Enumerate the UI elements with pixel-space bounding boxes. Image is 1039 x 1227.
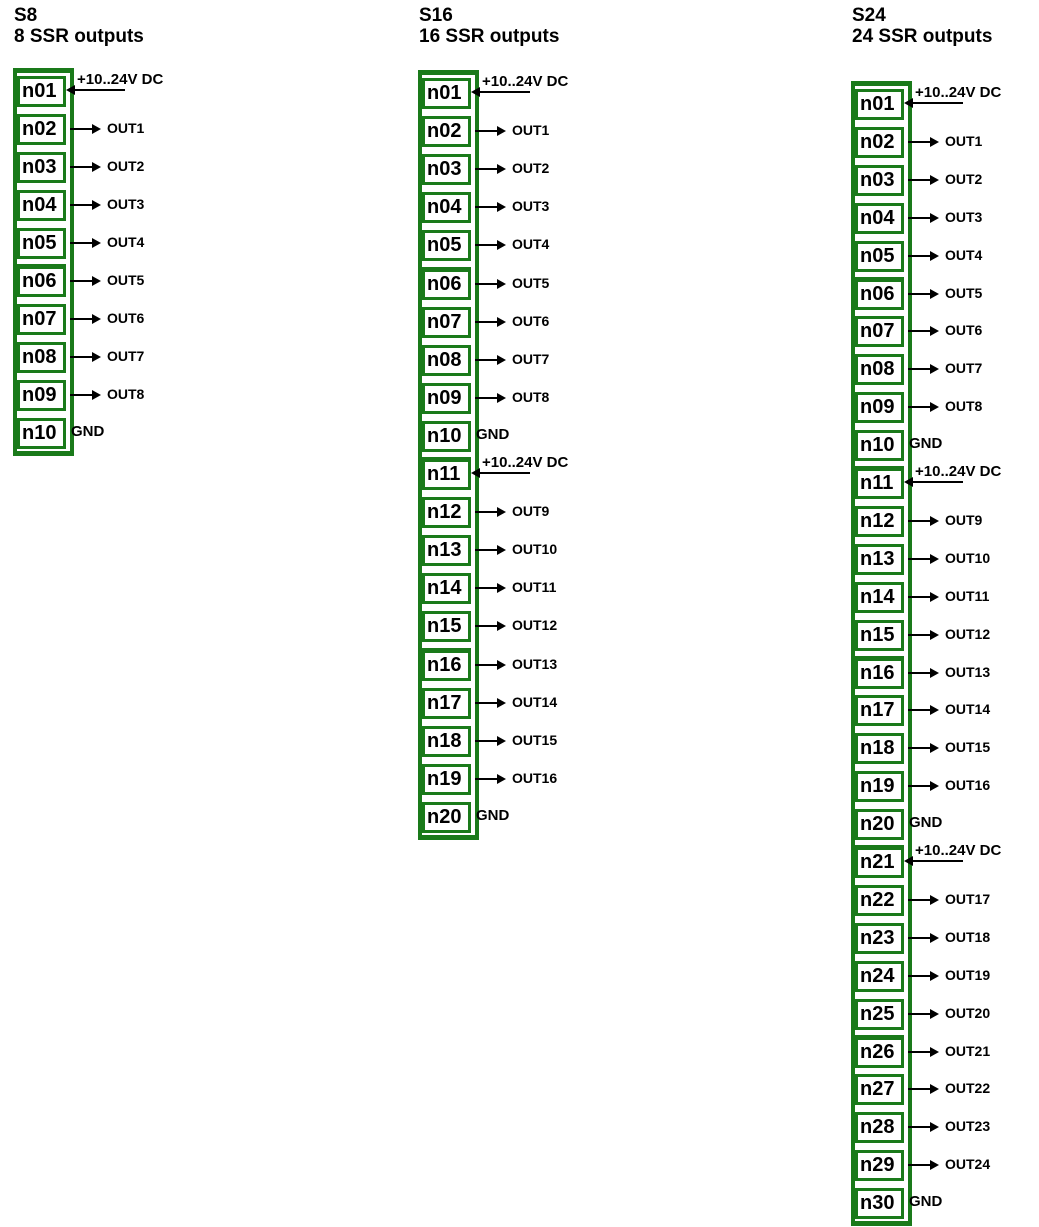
module-title: S24 (852, 5, 886, 26)
terminal-n21: n21 (855, 847, 904, 878)
terminal-n09: n09 (422, 383, 471, 414)
right-arrow-icon (908, 179, 936, 181)
output-label: OUT24 (945, 1156, 991, 1172)
right-arrow-icon (70, 242, 98, 244)
terminal-n18: n18 (855, 733, 904, 764)
power-label: +10..24V DC (482, 454, 569, 471)
terminal-n09: n09 (17, 380, 66, 411)
output-label: OUT16 (512, 770, 558, 786)
output-label: OUT10 (512, 541, 558, 557)
right-arrow-icon (70, 356, 98, 358)
terminal-n04: n04 (855, 203, 904, 234)
right-arrow-icon (908, 368, 936, 370)
terminal-n08: n08 (422, 345, 471, 376)
terminal-n15: n15 (855, 620, 904, 651)
output-label: OUT21 (945, 1043, 991, 1059)
group-separator (422, 457, 471, 461)
right-arrow-icon (475, 702, 503, 704)
output-label: OUT14 (945, 701, 991, 717)
terminal-n01: n01 (855, 89, 904, 120)
output-label: OUT7 (945, 360, 983, 376)
right-arrow-icon (908, 293, 936, 295)
group-separator (17, 264, 66, 268)
output-label: OUT15 (945, 739, 991, 755)
right-arrow-icon (475, 283, 503, 285)
right-arrow-icon (908, 672, 936, 674)
output-label: OUT2 (107, 158, 145, 174)
terminal-n19: n19 (422, 764, 471, 795)
terminal-n07: n07 (17, 304, 66, 335)
right-arrow-icon (908, 634, 936, 636)
right-arrow-icon (70, 204, 98, 206)
terminal-n20: n20 (422, 802, 471, 833)
terminal-n05: n05 (422, 230, 471, 261)
terminal-n28: n28 (855, 1112, 904, 1143)
right-arrow-icon (70, 280, 98, 282)
terminal-n17: n17 (855, 695, 904, 726)
output-label: OUT18 (945, 929, 991, 945)
right-arrow-icon (908, 899, 936, 901)
terminal-n01: n01 (422, 78, 471, 109)
right-arrow-icon (908, 1164, 936, 1166)
output-label: OUT2 (945, 171, 983, 187)
terminal-n03: n03 (855, 165, 904, 196)
left-arrow-icon (907, 102, 963, 104)
output-label: OUT12 (945, 626, 991, 642)
right-arrow-icon (908, 1051, 936, 1053)
terminal-n10: n10 (855, 430, 904, 461)
right-arrow-icon (70, 318, 98, 320)
left-arrow-icon (907, 481, 963, 483)
terminal-n19: n19 (855, 771, 904, 802)
terminal-n10: n10 (17, 418, 66, 449)
terminal-n22: n22 (855, 885, 904, 916)
right-arrow-icon (475, 664, 503, 666)
right-arrow-icon (908, 937, 936, 939)
right-arrow-icon (70, 394, 98, 396)
right-arrow-icon (908, 141, 936, 143)
right-arrow-icon (908, 520, 936, 522)
output-label: OUT3 (945, 209, 983, 225)
group-separator (422, 267, 471, 271)
terminal-n04: n04 (17, 190, 66, 221)
output-label: OUT8 (945, 398, 983, 414)
terminal-n01: n01 (17, 76, 66, 107)
output-label: OUT12 (512, 617, 558, 633)
terminal-n13: n13 (422, 535, 471, 566)
gnd-label: GND (476, 426, 510, 443)
output-label: OUT3 (107, 196, 145, 212)
right-arrow-icon (475, 359, 503, 361)
output-label: OUT5 (945, 285, 983, 301)
right-arrow-icon (908, 596, 936, 598)
power-label: +10..24V DC (77, 71, 164, 88)
terminal-n11: n11 (422, 459, 471, 490)
module-subtitle: 24 SSR outputs (852, 26, 993, 47)
right-arrow-icon (908, 330, 936, 332)
terminal-n06: n06 (17, 266, 66, 297)
output-label: OUT5 (512, 275, 550, 291)
terminal-n27: n27 (855, 1074, 904, 1105)
terminal-n07: n07 (855, 316, 904, 347)
output-label: OUT4 (945, 247, 983, 263)
right-arrow-icon (908, 1013, 936, 1015)
terminal-n15: n15 (422, 611, 471, 642)
output-label: OUT10 (945, 550, 991, 566)
output-label: OUT1 (107, 120, 145, 136)
terminal-n04: n04 (422, 192, 471, 223)
terminal-n16: n16 (855, 658, 904, 689)
power-label: +10..24V DC (482, 73, 569, 90)
terminal-n17: n17 (422, 688, 471, 719)
right-arrow-icon (908, 785, 936, 787)
group-separator (855, 466, 904, 470)
right-arrow-icon (908, 975, 936, 977)
terminal-n12: n12 (422, 497, 471, 528)
terminal-n05: n05 (855, 241, 904, 272)
output-label: OUT6 (945, 322, 983, 338)
left-arrow-icon (474, 472, 530, 474)
terminal-n24: n24 (855, 961, 904, 992)
terminal-n23: n23 (855, 923, 904, 954)
module-subtitle: 16 SSR outputs (419, 26, 560, 47)
right-arrow-icon (475, 168, 503, 170)
output-label: OUT13 (945, 664, 991, 680)
output-label: OUT5 (107, 272, 145, 288)
output-label: OUT14 (512, 694, 558, 710)
output-label: OUT22 (945, 1080, 991, 1096)
gnd-label: GND (909, 814, 943, 831)
output-label: OUT4 (512, 236, 550, 252)
left-arrow-icon (69, 89, 125, 91)
terminal-n11: n11 (855, 468, 904, 499)
right-arrow-icon (908, 1088, 936, 1090)
terminal-n03: n03 (422, 154, 471, 185)
right-arrow-icon (908, 747, 936, 749)
output-label: OUT7 (512, 351, 550, 367)
output-label: OUT7 (107, 348, 145, 364)
output-label: OUT6 (512, 313, 550, 329)
output-label: OUT23 (945, 1118, 991, 1134)
output-label: OUT1 (945, 133, 983, 149)
right-arrow-icon (70, 128, 98, 130)
group-separator (855, 656, 904, 660)
terminal-n13: n13 (855, 544, 904, 575)
right-arrow-icon (475, 397, 503, 399)
output-label: OUT15 (512, 732, 558, 748)
terminal-n10: n10 (422, 421, 471, 452)
terminal-n02: n02 (422, 116, 471, 147)
terminal-n02: n02 (17, 114, 66, 145)
output-label: OUT11 (945, 588, 990, 604)
module-title: S8 (14, 5, 38, 26)
terminal-n09: n09 (855, 392, 904, 423)
terminal-n14: n14 (855, 582, 904, 613)
output-label: OUT2 (512, 160, 550, 176)
terminal-n08: n08 (855, 354, 904, 385)
module-subtitle: 8 SSR outputs (14, 26, 144, 47)
right-arrow-icon (475, 740, 503, 742)
terminal-n16: n16 (422, 650, 471, 681)
terminal-n18: n18 (422, 726, 471, 757)
right-arrow-icon (70, 166, 98, 168)
gnd-label: GND (909, 1193, 943, 1210)
output-label: OUT8 (512, 389, 550, 405)
output-label: OUT6 (107, 310, 145, 326)
terminal-n12: n12 (855, 506, 904, 537)
right-arrow-icon (475, 206, 503, 208)
output-label: OUT4 (107, 234, 145, 250)
left-arrow-icon (474, 91, 530, 93)
group-separator (855, 845, 904, 849)
right-arrow-icon (908, 1126, 936, 1128)
output-label: OUT11 (512, 579, 557, 595)
output-label: OUT19 (945, 967, 991, 983)
group-separator (855, 277, 904, 281)
left-arrow-icon (907, 860, 963, 862)
terminal-n08: n08 (17, 342, 66, 373)
output-label: OUT9 (512, 503, 550, 519)
right-arrow-icon (475, 130, 503, 132)
terminal-n07: n07 (422, 307, 471, 338)
gnd-label: GND (909, 435, 943, 452)
right-arrow-icon (475, 244, 503, 246)
output-label: OUT17 (945, 891, 991, 907)
right-arrow-icon (475, 778, 503, 780)
output-label: OUT8 (107, 386, 145, 402)
group-separator (855, 1035, 904, 1039)
right-arrow-icon (475, 511, 503, 513)
terminal-n14: n14 (422, 573, 471, 604)
right-arrow-icon (475, 587, 503, 589)
right-arrow-icon (908, 217, 936, 219)
terminal-n05: n05 (17, 228, 66, 259)
terminal-n06: n06 (855, 279, 904, 310)
power-label: +10..24V DC (915, 463, 1002, 480)
terminal-n25: n25 (855, 999, 904, 1030)
power-label: +10..24V DC (915, 84, 1002, 101)
right-arrow-icon (908, 558, 936, 560)
output-label: OUT3 (512, 198, 550, 214)
right-arrow-icon (908, 406, 936, 408)
right-arrow-icon (908, 255, 936, 257)
gnd-label: GND (476, 807, 510, 824)
output-label: OUT13 (512, 656, 558, 672)
right-arrow-icon (475, 549, 503, 551)
terminal-n06: n06 (422, 269, 471, 300)
right-arrow-icon (908, 709, 936, 711)
terminal-n30: n30 (855, 1188, 904, 1219)
terminal-n29: n29 (855, 1150, 904, 1181)
terminal-n02: n02 (855, 127, 904, 158)
output-label: OUT1 (512, 122, 550, 138)
output-label: OUT20 (945, 1005, 991, 1021)
gnd-label: GND (71, 423, 105, 440)
module-title: S16 (419, 5, 453, 26)
terminal-n20: n20 (855, 809, 904, 840)
terminal-strip (418, 70, 479, 840)
terminal-n26: n26 (855, 1037, 904, 1068)
right-arrow-icon (475, 625, 503, 627)
output-label: OUT9 (945, 512, 983, 528)
group-separator (422, 648, 471, 652)
output-label: OUT16 (945, 777, 991, 793)
terminal-n03: n03 (17, 152, 66, 183)
right-arrow-icon (475, 321, 503, 323)
power-label: +10..24V DC (915, 842, 1002, 859)
